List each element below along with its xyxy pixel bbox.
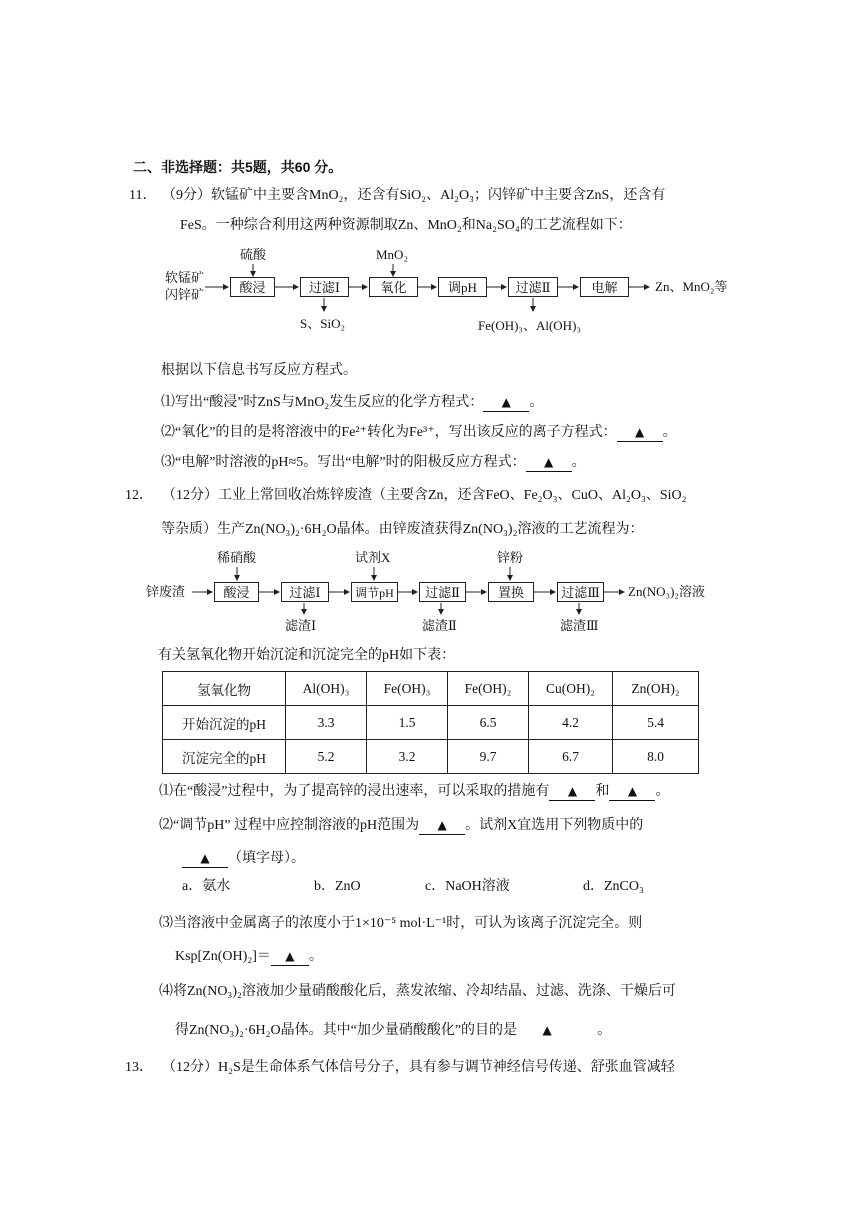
q11-output-filter2-residue: Fe(OH)₃、Al(OH)₃: [478, 318, 581, 333]
table-cell: 1.5: [367, 706, 448, 740]
answer-triangle-icon: ▲: [501, 395, 511, 409]
q11-part3-text: ⑶“电解”时溶液的pH≈5。写出“电解”时的阳极反应方程式：: [161, 455, 526, 470]
q12-step-filter-2: 过滤Ⅱ: [419, 582, 466, 602]
q13-number: 13．: [125, 1060, 153, 1075]
table-cell: 开始沉淀的pH: [163, 706, 286, 740]
table-cell: 8.0: [613, 740, 699, 774]
table-header-cell: Fe(OH)₂: [448, 672, 529, 706]
q12-step-filter-1: 过滤Ⅰ: [281, 582, 329, 602]
q12-part2: ⑵“调节pH” 过程中应控制溶液的pH范围为 ▲ 。试剂X宜选用下列物质中的: [159, 818, 644, 833]
q11-step-acid-leach: 酸浸: [230, 277, 275, 297]
q11-part2: ⑵“氧化”的目的是将溶液中的Fe²⁺转化为Fe³⁺，写出该反应的离子方程式： ▲ 。: [161, 425, 677, 440]
q11-step-adjust-ph: 调pH: [438, 277, 487, 297]
q12-option-a: a．氨水: [182, 879, 231, 894]
table-header-row: [163, 672, 699, 706]
q11-part1: ⑴写出“酸浸”时ZnS与MnO₂发生反应的化学方程式： ▲ 。: [161, 395, 544, 410]
q11-intro: 根据以下信息书写反应方程式。: [161, 363, 357, 378]
answer-triangle-icon: ▲: [567, 784, 578, 798]
q12-input-reagent-x: 试剂X: [355, 550, 391, 565]
table-header-cell: Al(OH)₃: [286, 672, 367, 706]
q11-step-filter-2: 过滤Ⅱ: [508, 277, 558, 297]
q12-residue-1: 滤渣Ⅰ: [285, 618, 317, 633]
q12-part4-answer-blank[interactable]: [517, 1022, 577, 1039]
table-cell: 9.7: [448, 740, 529, 774]
q11-step-electrolysis: 电解: [580, 277, 629, 297]
table-row: [163, 706, 699, 740]
q11-raw-sphalerite: 闪锌矿: [165, 287, 205, 302]
q12-part2-answer-blank-1[interactable]: [419, 817, 465, 835]
q12-part3-answer-blank[interactable]: [271, 948, 309, 966]
section-title: 二、非选择题：共5题，共60 分。: [133, 159, 343, 175]
q11-output-products: Zn、MnO₂等: [655, 279, 728, 294]
q12-step-displacement: 置换: [488, 582, 534, 602]
answer-triangle-icon: ▲: [544, 455, 554, 469]
q11-output-filter1-residue: S、SiO₂: [300, 316, 345, 331]
answer-triangle-icon: ▲: [542, 1023, 552, 1037]
table-header-cell: Cu(OH)₂: [529, 672, 613, 706]
q12-part3-ksp: Ksp[Zn(OH)₂]＝ ▲ 。: [175, 949, 323, 964]
q12-table-intro: 有关氢氧化物开始沉淀和沉淀完全的pH如下表：: [158, 648, 456, 663]
q12-line1: （12分）工业上常回收冶炼锌废渣（主要含Zn，还含FeO、Fe₂O₃、CuO、Al₂O₃、SiO₂: [162, 488, 687, 503]
q11-part3: ⑶“电解”时溶液的pH≈5。写出“电解”时的阳极反应方程式： ▲ 。: [161, 455, 586, 470]
q12-number: 12．: [125, 488, 153, 503]
q12-part1-answer-blank-1[interactable]: [549, 783, 595, 801]
table-cell: 5.4: [613, 706, 699, 740]
q12-part2-answer-blank-2[interactable]: [182, 850, 228, 868]
q11-input-mno2: MnO₂: [376, 247, 408, 262]
q13-line1: （12分）H₂S是生命体系气体信号分子，具有参与调节神经信号传递、舒张血管减轻: [162, 1060, 675, 1075]
answer-triangle-icon: ▲: [200, 851, 210, 865]
q12-step-acid-leach: 酸浸: [214, 582, 259, 602]
q11-step-oxidation: 氧化: [369, 277, 418, 297]
q12-ksp-label: Ksp[Zn(OH)₂]＝: [175, 949, 271, 964]
q12-part1-answer-blank-2[interactable]: [609, 783, 655, 801]
q12-option-d: d．ZnCO₃: [583, 879, 644, 894]
q12-part1-text: ⑴在“酸浸”过程中，为了提高锌的浸出速率，可以采取的措施有: [159, 784, 550, 799]
table-cell: 6.7: [529, 740, 613, 774]
q12-part2-line2: ▲ （填字母）。: [182, 849, 305, 869]
table-cell: 3.3: [286, 706, 367, 740]
q12-raw-zinc-residue: 锌废渣: [146, 584, 186, 599]
answer-triangle-icon: ▲: [437, 818, 447, 832]
table-header-cell: 氢氧化物: [163, 672, 286, 706]
q12-part2-text: ⑵“调节pH” 过程中应控制溶液的pH范围为: [159, 818, 420, 833]
answer-triangle-icon: ▲: [285, 949, 295, 963]
q11-number: 11．: [129, 188, 157, 203]
q12-input-zinc-powder: 锌粉: [497, 550, 524, 565]
q11-line1: （9分）软锰矿中主要含MnO₂，还含有SiO₂、Al₂O₃；闪锌矿中主要含ZnS，还含有: [162, 188, 666, 203]
table-cell: 3.2: [367, 740, 448, 774]
q11-part1-text: ⑴写出“酸浸”时ZnS与MnO₂发生反应的化学方程式：: [161, 395, 484, 410]
q12-step-adjust-ph: 调节pH: [351, 582, 398, 602]
q12-hydroxide-ph-table: [162, 671, 699, 774]
table-cell: 4.2: [529, 706, 613, 740]
q11-input-sulfuric-acid: 硫酸: [240, 247, 267, 262]
table-cell: 5.2: [286, 740, 367, 774]
q12-option-c: c．NaOH溶液: [425, 879, 510, 894]
q12-residue-2: 滤渣Ⅱ: [422, 618, 457, 633]
q12-input-dilute-nitric: 稀硝酸: [217, 550, 257, 565]
q12-part1: ⑴在“酸浸”过程中，为了提高锌的浸出速率，可以采取的措施有 ▲ 和 ▲ 。: [159, 784, 670, 799]
answer-triangle-icon: ▲: [634, 425, 645, 439]
table-header-cell: Fe(OH)₃: [367, 672, 448, 706]
q12-line2: 等杂质）生产Zn(NO₃)₂·6H₂O晶体。由锌废渣获得Zn(NO₃)₂溶液的工艺流程为：: [161, 522, 644, 537]
table-header-cell: Zn(OH)₂: [613, 672, 699, 706]
q12-residue-3: 滤渣Ⅲ: [560, 618, 599, 633]
table-row: [163, 740, 699, 774]
q12-part3: ⑶当溶液中金属离子的浓度小于1×10⁻⁵ mol·L⁻¹时，可认为该离子沉淀完全。则: [159, 916, 643, 931]
q12-output-solution: Zn(NO₃)₂溶液: [628, 584, 705, 599]
table-cell: 沉淀完全的pH: [163, 740, 286, 774]
q11-line2: FeS。一种综合利用这两种资源制取Zn、MnO₂和Na₂SO₄的工艺流程如下：: [180, 218, 632, 233]
q11-step-filter-1: 过滤Ⅰ: [300, 277, 349, 297]
q12-part4-text2: 得Zn(NO₃)₂·6H₂O晶体。其中“加少量硝酸酸化”的目的是: [175, 1023, 518, 1038]
q12-option-b: b．ZnO: [314, 879, 361, 894]
q12-step-filter-3: 过滤Ⅲ: [557, 582, 604, 602]
answer-triangle-icon: ▲: [627, 784, 638, 798]
q12-part4: ⑷将Zn(NO₃)₂溶液加少量硝酸酸化后，蒸发浓缩、冷却结晶、过滤、洗涤、干燥后可: [159, 984, 676, 999]
table-cell: 6.5: [448, 706, 529, 740]
q11-raw-soft-manganese: 软锰矿: [165, 270, 205, 285]
q11-part2-text: ⑵“氧化”的目的是将溶液中的Fe²⁺转化为Fe³⁺，写出该反应的离子方程式：: [161, 425, 617, 440]
q12-part4-line2: 得Zn(NO₃)₂·6H₂O晶体。其中“加少量硝酸酸化”的目的是 ▲ 。: [175, 1023, 612, 1038]
